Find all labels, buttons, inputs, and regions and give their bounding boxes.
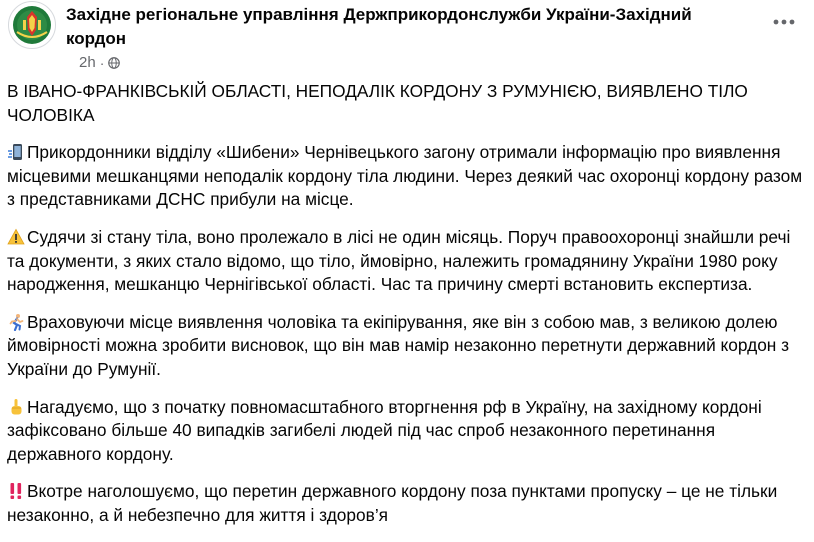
post-paragraph [7,141,807,212]
post-body [7,80,807,542]
headline-text: В ІВАНО-ФРАНКІВСЬКІЙ ОБЛАСТІ, НЕПОДАЛІК КОРДОНУ З РУМУНІЄЮ, ВИЯВЛЕНО ТІЛО ЧОЛОВІКА [7,81,748,125]
post-paragraph [7,396,807,467]
post-options-button[interactable] [766,4,802,40]
post-paragraph [7,311,807,382]
running-person-emoji-icon [7,313,25,331]
double-exclamation-emoji-icon [7,482,25,500]
more-dots-icon [773,19,795,25]
page-avatar[interactable] [8,1,56,49]
page-name-link[interactable]: Західне регіональне управління Держприкордонслужби України-Західний кордон [66,5,692,48]
warning-emoji-icon [7,228,25,246]
post-headline [7,80,807,127]
post-paragraph [7,226,807,297]
globe-icon[interactable] [108,57,120,69]
paragraph-text: Враховуючи місце виявлення чоловіка та екіпірування, яке він з собою мав, з великою долею ймовірності можна зробити висновок, що він мав намір незаконно перетнути державний кордон з України до Румунії. [7,311,790,379]
paragraph-text: Нагадуємо, що з початку повномасштабного вторгнення рф в Україну, на західному кордоні зафіксовано більше 40 випадків загибелі людей під час спроб незаконного перетинання державного кордону. [7,396,762,464]
mobile-phone-emoji-icon [7,143,25,161]
paragraph-text: Прикордонники відділу «Шибени» Чернівецького загону отримали інформацію про виявлення місцевими мешканцями неподалік кордону тіла людини. Через деякий час охоронці кордону разом з представниками ДСНС прибули на місце. [7,142,803,210]
post-paragraph [7,480,807,527]
paragraph-text: Вкотре наголошуємо, що перетин державного кордону поза пунктами пропуску – це не тільки незаконно, а й небезпечно для життя і здоров’я [7,481,778,525]
pointing-up-emoji-icon [7,398,25,416]
meta-separator: · [99,55,105,71]
paragraph-text: Судячи зі стану тіла, воно пролежало в лісі не один місяць. Поруч правоохоронці знайшли речі та документи, з яких стало відомо, що тіло, ймовірно, належить громадянину України 1980 року народження, мешканцю Чернігівської області. Час та причину смерті встановить експертиза. [7,226,791,295]
post-timestamp[interactable]: 2h [79,54,96,71]
border-guard-emblem-icon [9,2,55,48]
post-meta [79,55,120,71]
